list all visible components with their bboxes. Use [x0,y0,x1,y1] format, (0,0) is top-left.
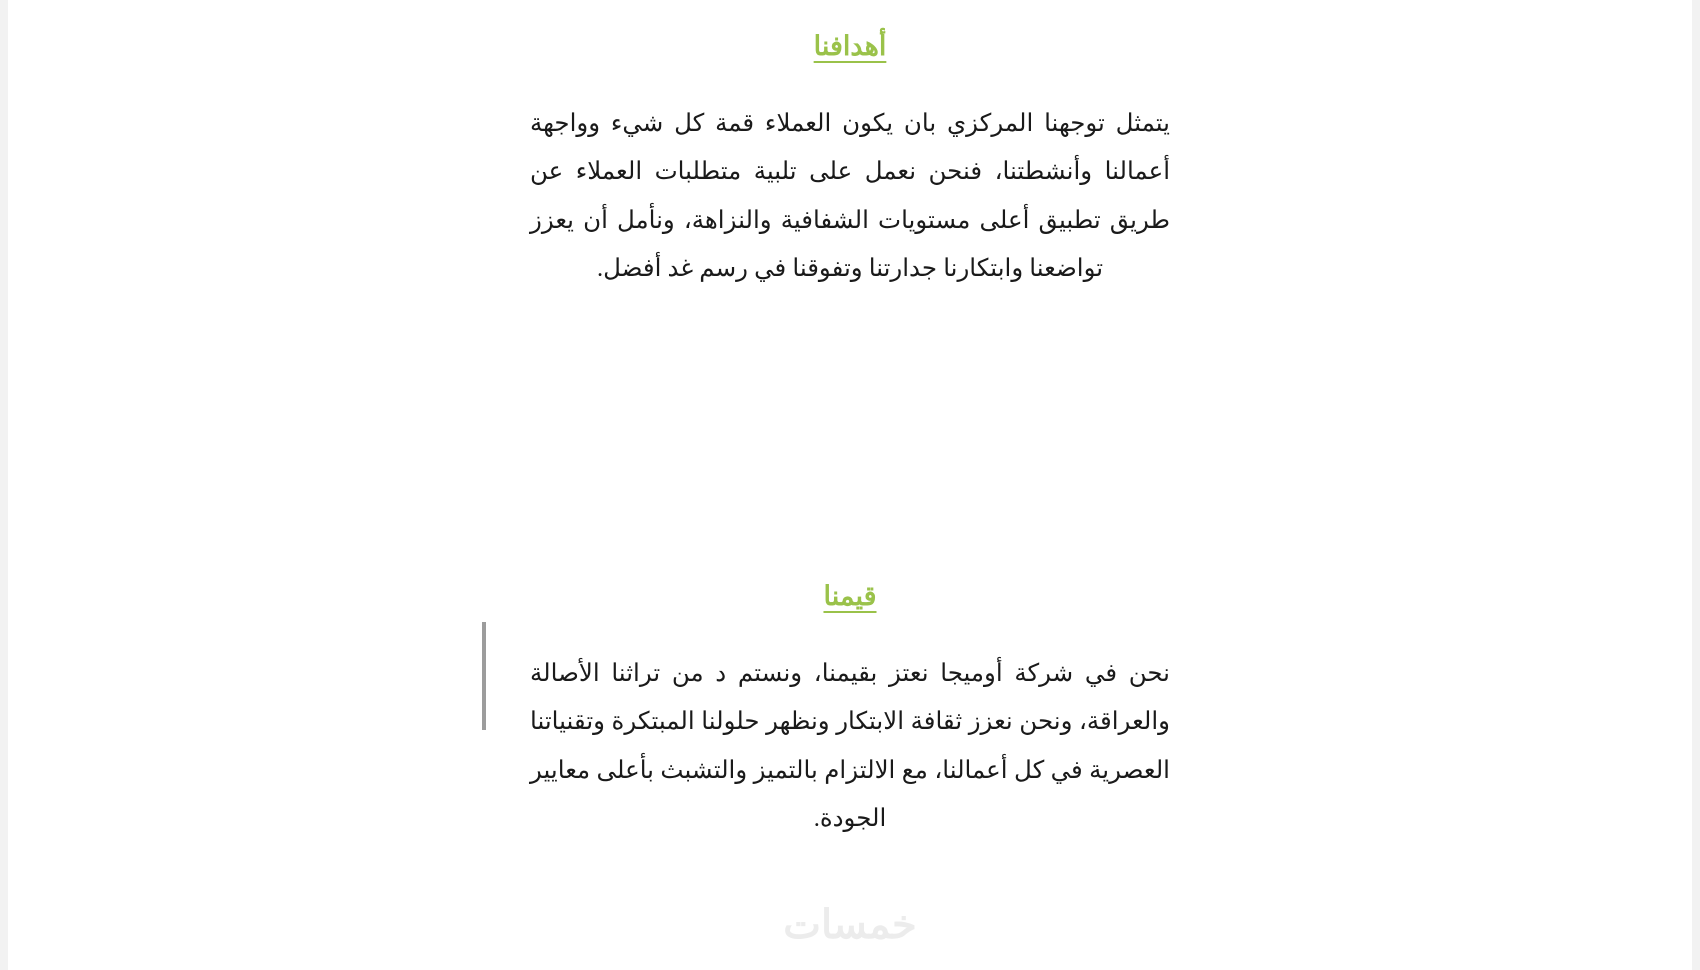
section-goals-body: يتمثل توجهنا المركزي بان يكون العملاء قمة كل شيء وواجهة أعمالنا وأنشطتنا، فنحن نعمل على تلبية متطلبات العملاء عن طريق تطبيق أعلى مستويات الشفافية والنزاهة، ونأمل أن يعزز تواضعنا وابتكارنا جدارتنا وتفوقنا في رسم غد أفضل. [530,109,1170,283]
values-accent-bar [482,622,486,730]
section-values [530,578,1170,844]
section-goals-title: أهدافنا [813,31,887,61]
section-values-title: قيمنا [823,581,877,611]
section-goals [530,28,1170,294]
watermark-text: خمسات [783,903,917,947]
section-values-body: نحن في شركة أوميجا نعتز بقيمنا، ونستم د من تراثنا الأصالة والعراقة، ونحن نعزز ثقافة الابتكار ونظهر حلولنا المبتكرة وتقنياتنا العصرية في كل أعمالنا، مع الالتزام بالتميز والتشبث بأعلى معايير الجودة. [530,659,1170,833]
